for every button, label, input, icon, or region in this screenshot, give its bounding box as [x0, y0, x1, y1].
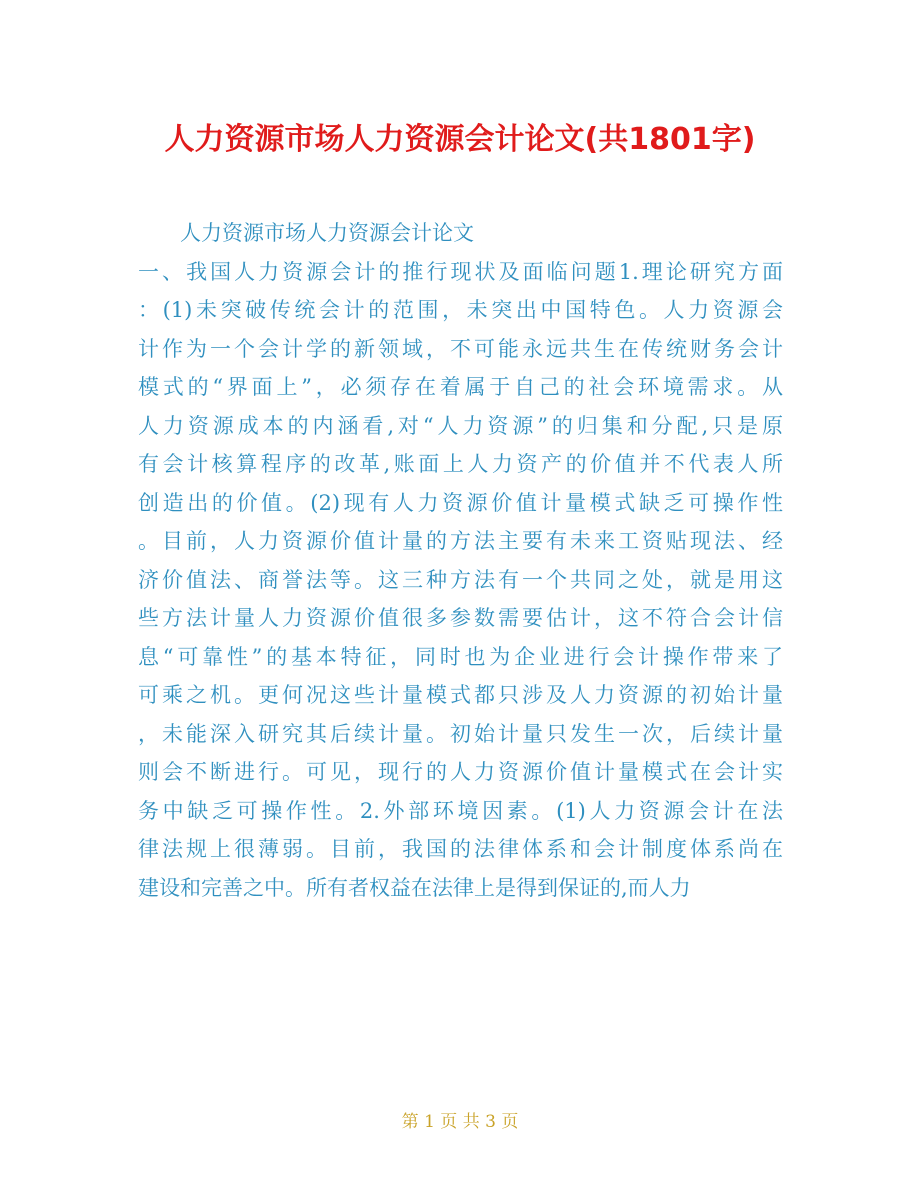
page-number: 第 1 页 共 3 页: [401, 1112, 519, 1132]
body-line: 则会不断进行。可见，现行的人力资源价值计量模式在会计实: [138, 760, 783, 784]
body-line: ：(1)未突破传统会计的范围，未突出中国特色。人力资源会: [138, 298, 783, 322]
body-line: ，未能深入研究其后续计量。初始计量只发生一次，后续计量: [138, 721, 783, 746]
body-line: 。目前，人力资源价值计量的方法主要有未来工资贴现法、经: [138, 529, 783, 553]
body-line: 人力资源成本的内涵看,对“人力资源”的归集和分配,只是原: [138, 413, 783, 438]
body-line: 律法规上很薄弱。目前，我国的法律体系和会计制度体系尚在: [138, 837, 783, 861]
body-line: 务中缺乏可操作性。2.外部环境因素。(1)人力资源会计在法: [138, 798, 783, 823]
body-line: 建设和完善之中。所有者权益在法律上是得到保证的,而人力: [138, 875, 691, 900]
body-line: 息“可靠性”的基本特征，同时也为企业进行会计操作带来了: [138, 644, 783, 669]
document-body: [138, 214, 783, 907]
body-line: 可乘之机。更何况这些计量模式都只涉及人力资源的初始计量: [138, 683, 783, 707]
body-line: 些方法计量人力资源价值很多参数需要估计，这不符合会计信: [138, 606, 783, 630]
body-line: 一、我国人力资源会计的推行现状及面临问题1.理论研究方面: [138, 259, 783, 284]
body-line: 计作为一个会计学的新领域，不可能永远共生在传统财务会计: [138, 336, 783, 361]
body-line: 有会计核算程序的改革,账面上人力资产的价值并不代表人所: [138, 452, 783, 476]
body-line: 创造出的价值。(2)现有人力资源价值计量模式缺乏可操作性: [138, 490, 783, 515]
body-line: 模式的“界面上”，必须存在着属于自己的社会环境需求。从: [138, 375, 783, 399]
document-title: 人力资源市场人力资源会计论文(共1801字): [164, 122, 756, 157]
body-line: 人力资源市场人力资源会计论文: [180, 221, 474, 245]
body-line: 济价值法、商誉法等。这三种方法有一个共同之处，就是用这: [138, 567, 783, 592]
